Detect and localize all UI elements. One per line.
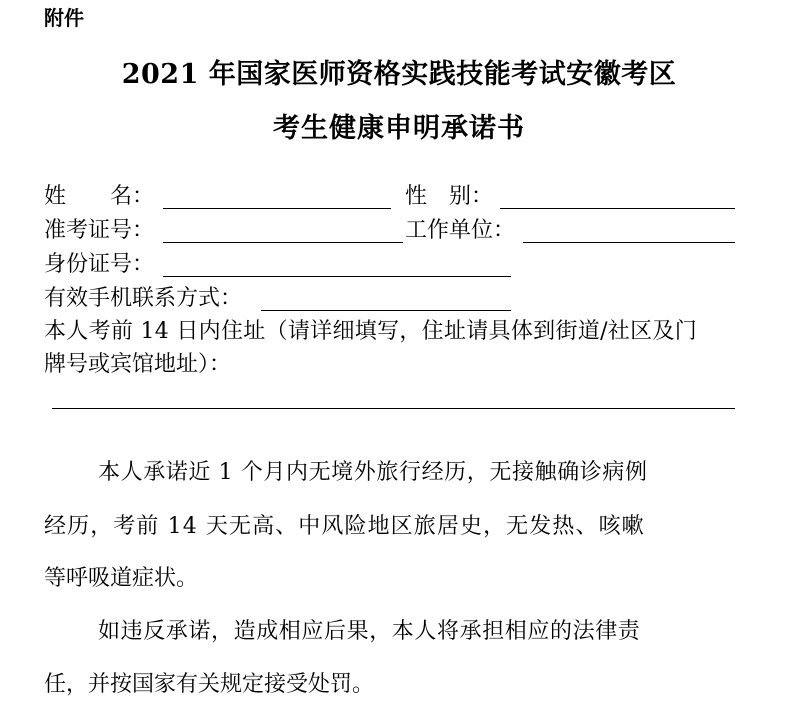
name-field-line[interactable] — [163, 208, 391, 209]
exam-id-field-line[interactable] — [163, 242, 403, 243]
work-unit-field-line[interactable] — [523, 242, 735, 243]
pledge-para1-line3: 等呼吸道症状。 — [44, 566, 199, 591]
address-label-line1: 本人考前 14 日内住址（请详细填写，住址请具体到街道/社区及门 — [44, 319, 697, 344]
id-card-field-line[interactable] — [163, 276, 511, 277]
work-unit-label: 工作单位： — [405, 218, 516, 243]
gender-label: 性 别： — [405, 184, 494, 209]
document-subtitle: 考生健康申明承诺书 — [273, 113, 525, 144]
attachment-label: 附件 — [44, 6, 84, 30]
phone-label: 有效手机联系方式： — [44, 286, 243, 311]
gender-field-line[interactable] — [500, 208, 735, 209]
exam-id-label: 准考证号： — [44, 218, 155, 243]
phone-field-line[interactable] — [261, 310, 511, 311]
id-card-label: 身份证号： — [44, 252, 155, 277]
name-label: 姓 名： — [44, 184, 155, 209]
pledge-para1-line1: 本人承诺近 1 个月内无境外旅行经历，无接触确诊病例 — [98, 460, 648, 485]
address-label-line2: 牌号或宾馆地址）： — [44, 352, 232, 377]
document-title: 2021 年国家医师资格实践技能考试安徽考区 — [121, 59, 677, 90]
pledge-para1-line2: 经历，考前 14 天无高、中风险地区旅居史，无发热、咳嗽 — [44, 514, 645, 539]
pledge-para2-line2: 任，并按国家有关规定接受处罚。 — [44, 672, 375, 697]
address-field-line[interactable] — [52, 408, 735, 409]
pledge-para2-line1: 如违反承诺，造成相应后果，本人将承担相应的法律责 — [98, 619, 641, 644]
